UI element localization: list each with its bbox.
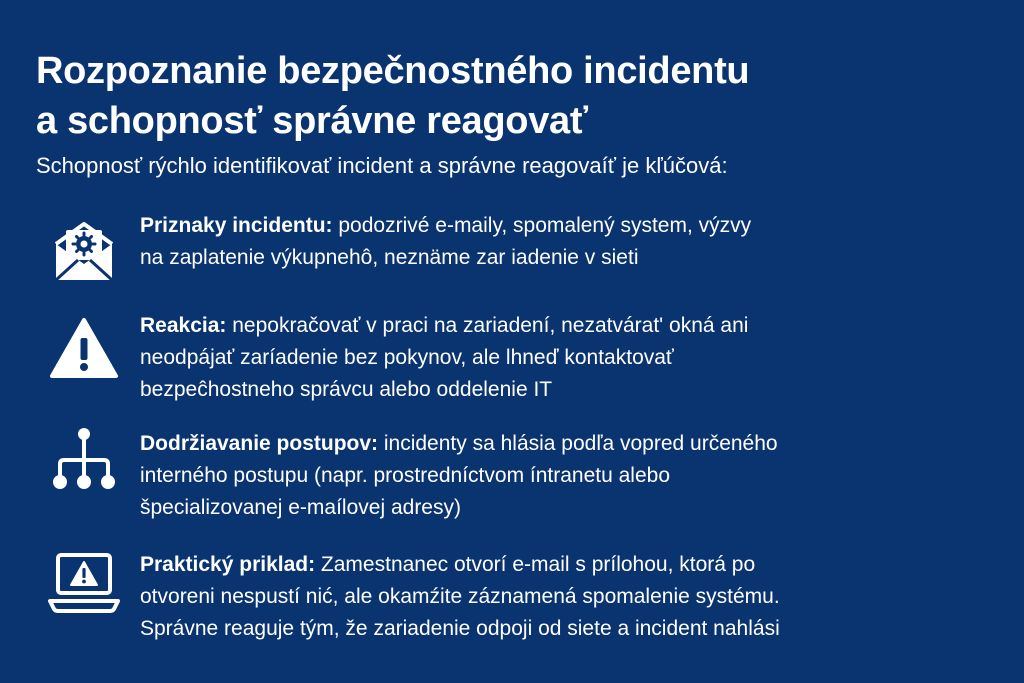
item-lead: Reakcia:: [140, 314, 227, 337]
item-line: bezpeĉhostneho správcu alebo oddelenie IT: [140, 378, 553, 401]
laptop-warning-icon: [48, 549, 120, 621]
item-line: na zaplatenie výkupnehô, neznäme zar iadenie v sieti: [140, 246, 639, 269]
item-first-line: [140, 549, 1000, 581]
item-rest: Zamestnanec otvorí e-mail s prílohou, ktorá po: [315, 553, 756, 576]
title-line-1: Rozpoznanie bezpečnostného incidentu: [36, 50, 750, 92]
item-first-line: [140, 210, 1000, 242]
item-first-line: [140, 428, 1000, 460]
item-text: [140, 210, 1000, 274]
item-line: Správne reaguje tým, že zariadenie odpoji od siete a incident nahlási: [140, 617, 780, 640]
item-rest: podozrivé e-maily, spomalený system, výzvy: [332, 214, 752, 237]
warning-triangle-icon: [48, 314, 120, 386]
item-lead: Priznaky incidentu:: [140, 214, 333, 237]
item-line: interného postupu (napr. prostredníctvom íntranetu alebo: [140, 464, 671, 487]
item-rest: incidenty sa hlásia podľa vopred určeného: [378, 432, 778, 455]
item-line: špecializovanej e-maílovej adresy): [140, 496, 461, 519]
item-text: [140, 310, 1000, 406]
envelope-gear-icon: [48, 216, 120, 288]
item-line: otvoreni nespustí nić, ale okamźite záznamená spomalenie systému.: [140, 585, 780, 608]
item-first-line: [140, 310, 1000, 342]
page-title: [36, 46, 976, 146]
item-line: neodpájať zaríadenie bez pokynov, ale lhneď kontaktovať: [140, 346, 674, 369]
subtitle: Schopnosť rýchlo identifikovať incident a správne reagovaíť je kľúčová:: [36, 153, 728, 178]
hierarchy-icon: [48, 426, 120, 498]
item-text: [140, 549, 1000, 645]
item-text: [140, 428, 1000, 524]
item-lead: Praktický priklad:: [140, 553, 316, 576]
item-lead: Dodržiavanie postupov:: [140, 432, 379, 455]
item-rest: nepokračovať v praci na zariadení, nezatvárat' okná ani: [226, 314, 749, 337]
title-line-2: a schopnosť správne reagovať: [36, 100, 588, 142]
